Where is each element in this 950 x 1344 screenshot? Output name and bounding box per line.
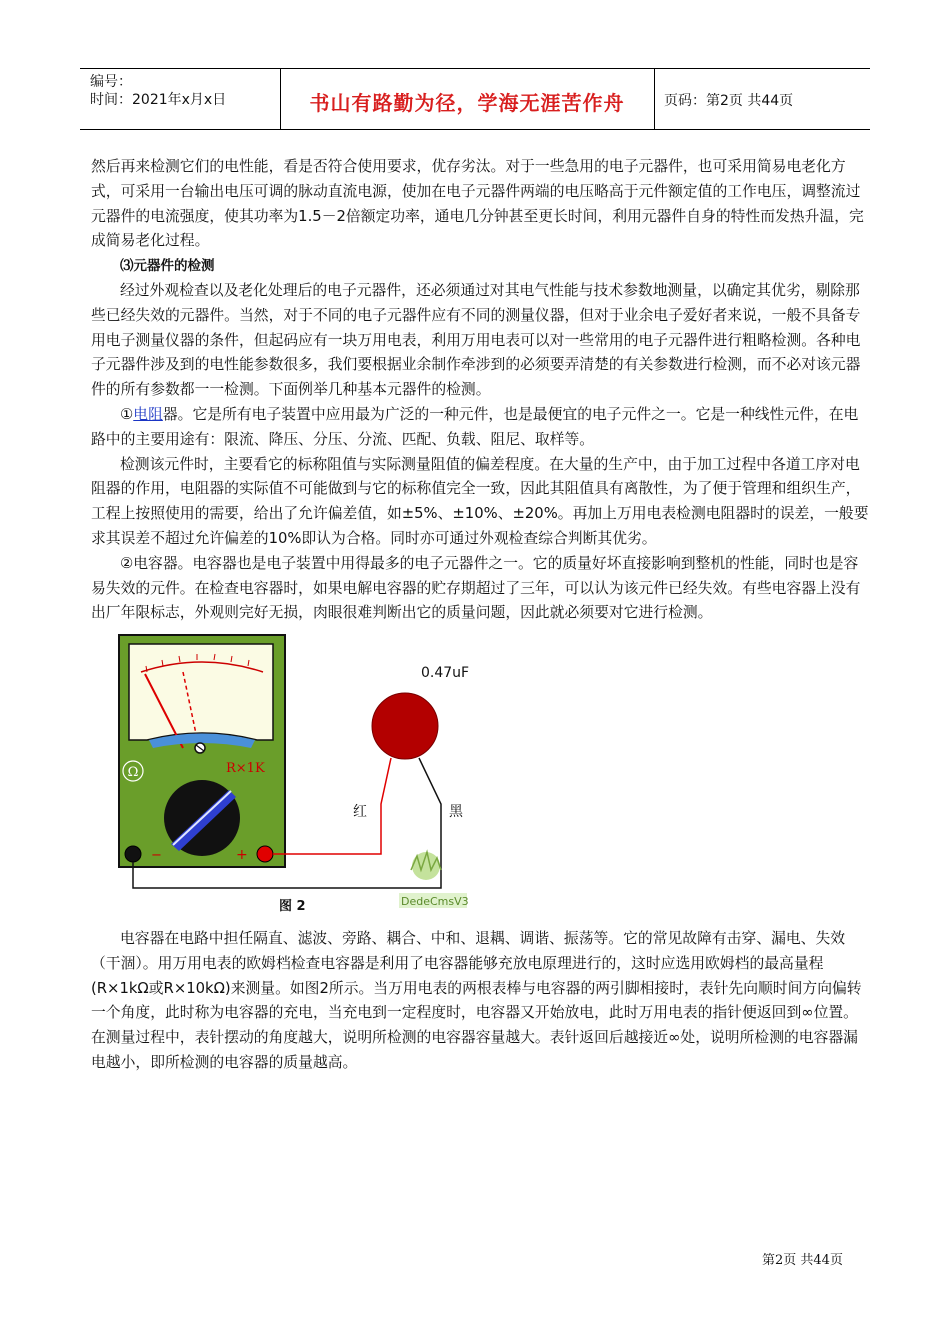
- figure-multimeter-capacitor: [91, 630, 491, 915]
- text-block-top: [91, 155, 871, 626]
- header-left-cell: [80, 69, 281, 129]
- header-right-cell: [654, 69, 870, 129]
- paragraph-detection-intro: 经过外观检查以及老化处理后的电子元器件，还必须通过对其电气性能与技术参数地测量，以确定其优劣，剔除那些已经失效的元器件。当然，对于不同的电子元器件应有不同的测量仪器，但对于业余电子爱好者来说，一般不具备专用电子测量仪器的条件，但起码应有一块万用电表，利用万用电表可以对一些常用的电子元器件进行粗略检测。各种电子元器件涉及到的电性能参数很多，我们要根据业余制作牵涉到的必须要弄清楚的有关参数进行检测，而不必对该元器件的所有参数都一一检测。下面例举几种基本元器件的检测。: [91, 281, 861, 399]
- page-header: [80, 68, 870, 130]
- header-motto: 书山有路勤为径，学海无涯苦作舟: [309, 91, 625, 115]
- text-block-bottom: [91, 927, 871, 1076]
- document-date: 时间：2021年x月x日: [90, 92, 227, 108]
- figure-caption: 图 2: [279, 899, 306, 914]
- black-lead-label: 黑: [449, 804, 463, 820]
- red-probe-wire: [273, 758, 391, 854]
- meter-dial-face: [129, 644, 273, 740]
- range-label: R×1K: [226, 761, 265, 776]
- page-footer: 第2页 共44页: [762, 1253, 843, 1268]
- resistor-link[interactable]: 电阻: [133, 405, 163, 423]
- paragraph-capacitor-test: 电容器在电路中担任隔直、滤波、旁路、耦合、中和、退耦、调谐、振荡等。它的常见故障有击穿、漏电、失效（干涸）。用万用电表的欧姆档检查电容器是利用了电容器能够充放电原理进行的，这时应选用欧姆档的最高量程(R×1kΩ或R×10kΩ)来测量。如图2所示。当万用电表的两根表棒与电容器的两引脚相接时，表针先向顺时间方向偏转一个角度，此时称为电容器的充电，当充电到一定程度时，电容器又开始放电，此时万用电表的指针便返回到∞位置。在测量过程中，表针摆动的角度越大，说明所检测的电容器容量越大。表针返回后越接近∞处，说明所检测的电容器漏电越小，即所检测的电容器的质量越高。: [91, 930, 862, 1071]
- positive-terminal: [257, 846, 273, 862]
- paragraph-resistor: [91, 403, 871, 453]
- capacitor-value-label: 0.47uF: [421, 665, 470, 681]
- red-lead-label: 红: [353, 804, 367, 820]
- minus-label: −: [151, 848, 162, 863]
- watermark-text: DedeCmsV3: [401, 895, 469, 908]
- resistor-number: ①: [120, 405, 134, 423]
- watermark-logo: [411, 852, 441, 880]
- negative-terminal: [125, 846, 141, 862]
- plus-label: +: [236, 847, 248, 863]
- paragraph-aging: 然后再来检测它们的电性能，看是否符合使用要求，优存劣汰。对于一些急用的电子元器件，也可采用简易电老化方式，可采用一台输出电压可调的脉动直流电源，使加在电子元器件两端的电压略高于元件额定值的工作电压，调整流过元器件的电流强度，使其功率为1.5－2倍额定功率，通电几分钟甚至更长时间，利用元器件自身的特性而发热升温，完成简易老化过程。: [91, 158, 864, 250]
- section-subheading: ⑶元器件的检测: [120, 258, 215, 275]
- header-page-number: 页码：第2页 共44页: [664, 93, 794, 109]
- capacitor: [372, 693, 438, 759]
- resistor-text: 器。它是所有电子装置中应用最为广泛的一种元件，也是最便宜的电子元件之一。它是一种线性元件，在电路中的主要用途有：限流、降压、分压、分流、匹配、负载、阻尼、取样等。: [91, 405, 859, 448]
- header-middle-cell: [280, 69, 655, 129]
- ohm-symbol: Ω: [127, 765, 139, 780]
- document-code-label: 编号：: [90, 74, 132, 90]
- paragraph-capacitor: ②电容器。电容器也是电子装置中用得最多的电子元器件之一。它的质量好坏直接影响到整机的性能，同时也是容易失效的元件。在检查电容器时，如果电解电容器的贮存期超过了三年，可以认为该元件已经失效。有些电容器上没有出厂年限标志，外观则完好无损，肉眼很难判断出它的质量问题，因此就必须要对它进行检测。: [91, 554, 861, 622]
- paragraph-resistor-check: 检测该元件时，主要看它的标称阻值与实际测量阻值的偏差程度。在大量的生产中，由于加工过程中各道工序对电阻器的作用，电阻器的实际值不可能做到与它的标称值完全一致，因此其阻值具有离散性，为了便于管理和组织生产，工程上按照使用的需要，给出了允许偏差值，如±5%、±10%、±20%。再加上万用电表检测电阻器时的误差，一般要求其误差不超过允许偏差的10%即认为合格。同时亦可通过外观检查综合判断其优劣。: [91, 455, 869, 547]
